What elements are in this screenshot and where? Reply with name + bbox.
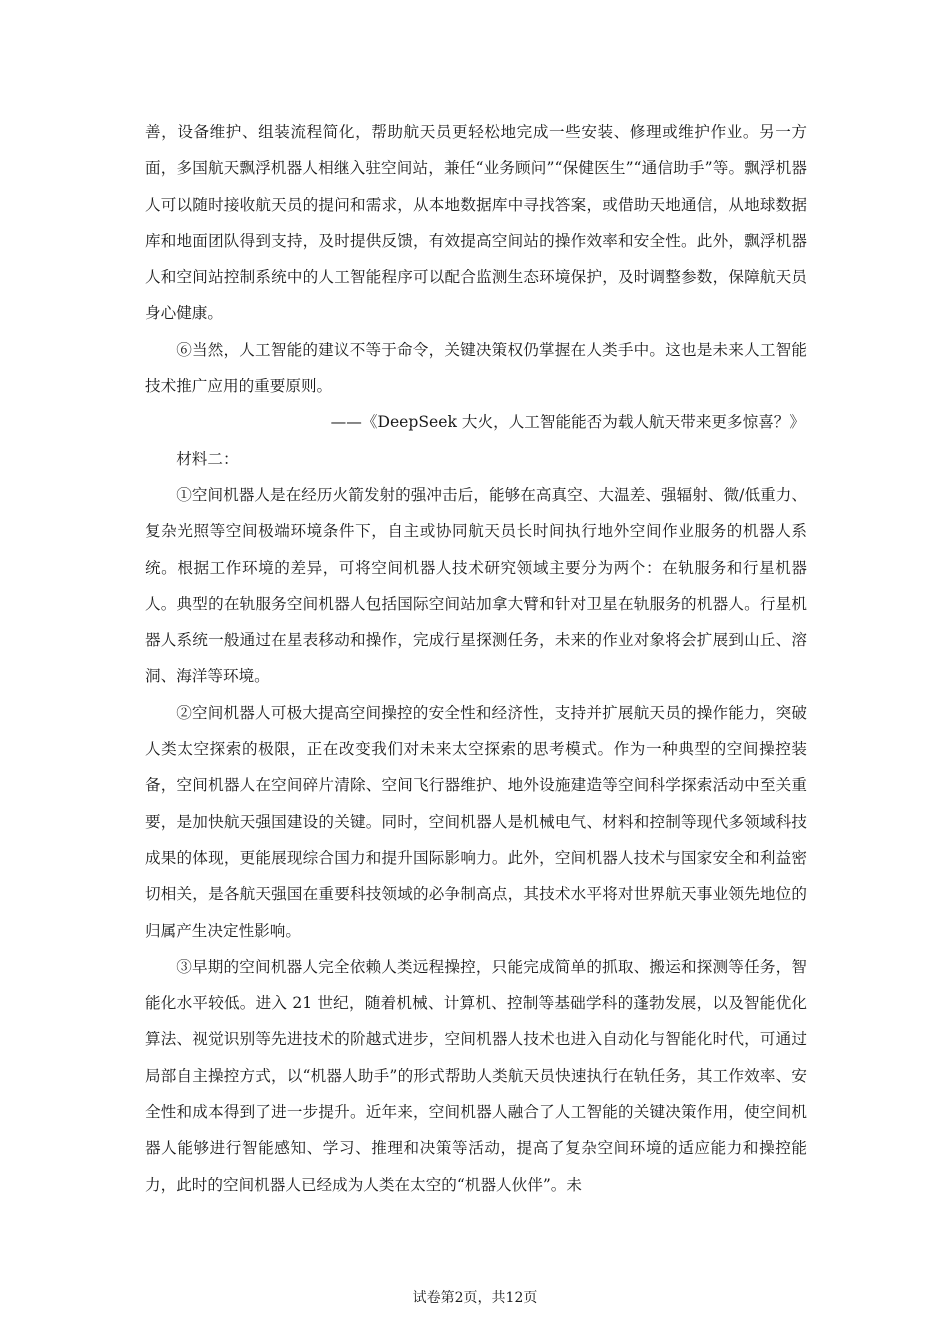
paragraph-continuation: 善，设备维护、组装流程简化，帮助航天员更轻松地完成一些安装、修理或维护作业。另一方面，多国航天飘浮机器人相继入驻空间站，兼任“业务顾问”“保健医生”“通信助手”等。飘浮机器人可以随时接收航天员的提问和需求，从本地数据库中寻找答案，或借助天地通信，从地球数据库和地面团队得到支持，及时提供反馈，有效提高空间站的操作效率和安全性。此外，飘浮机器人和空间站控制系统中的人工智能程序可以配合监测生态环境保护，及时调整参数，保障航天员身心健康。: [145, 123, 807, 323]
material-two-paragraph-3: ③早期的空间机器人完全依赖人类远程操控，只能完成简单的抓取、搬运和探测等任务，智能化水平较低。进入 21 世纪，随着机械、计算机、控制等基础学科的蓬勃发展，以及智能优化算法、视觉识别等先进技术的阶越式进步，空间机器人技术也进入自动化与智能化时代，可通过局部自主操控方式，以“机器人助手”的形式帮助人类航天员快速执行在轨任务，其工作效率、安全性和成本得到了进一步提升。近年来，空间机器人融合了人工智能的关键决策作用，使空间机器人能够进行智能感知、学习、推理和决策等活动，提高了复杂空间环境的适应能力和操控能力，此时的空间机器人已经成为人类在太空的“机器人伙伴”。未: [145, 957, 807, 1194]
material-two-paragraph-2: ②空间机器人可极大提高空间操控的安全性和经济性，支持并扩展航天员的操作能力，突破人类太空探索的极限，正在改变我们对未来太空探索的思考模式。作为一种典型的空间操控装备，空间机器人在空间碎片清除、空间飞行器维护、地外设施建造等空间科学探索活动中至关重要，是加快航天强国建设的关键。同时，空间机器人是机械电气、材料和控制等现代多领域科技成果的体现，更能展现综合国力和提升国际影响力。此外，空间机器人技术与国家安全和利益密切相关，是各航天强国在重要科技领域的必争制高点，其技术水平将对世界航天事业领先地位的归属产生决定性影响。: [145, 703, 807, 940]
source-citation: ——《DeepSeek 大火，人工智能能否为载人航天带来更多惊喜？》: [330, 413, 805, 432]
material-two-heading: 材料二：: [176, 449, 239, 468]
material-two-paragraph-1: ①空间机器人是在经历火箭发射的强冲击后，能够在高真空、大温差、强辐射、微/低重力、复杂光照等空间极端环境条件下，自主或协同航天员长时间执行地外空间作业服务的机器人系统。根据工作环境的差异，可将空间机器人技术研究领域主要分为两个：在轨服务和行星机器人。典型的在轨服务空间机器人包括国际空间站加拿大臂和针对卫星在轨服务的机器人。行星机器人系统一般通过在星表移动和操作，完成行星探测任务，未来的作业对象将会扩展到山丘、溶洞、海洋等环境。: [145, 485, 807, 686]
paragraph-6: ⑥当然，人工智能的建议不等于命令，关键决策权仍掌握在人类手中。这也是未来人工智能技术推广应用的重要原则。: [145, 340, 807, 396]
page-number-label: 试卷第2页，共12页: [412, 1290, 538, 1306]
page-footer: [0, 1288, 950, 1308]
document-body: [145, 114, 807, 1203]
